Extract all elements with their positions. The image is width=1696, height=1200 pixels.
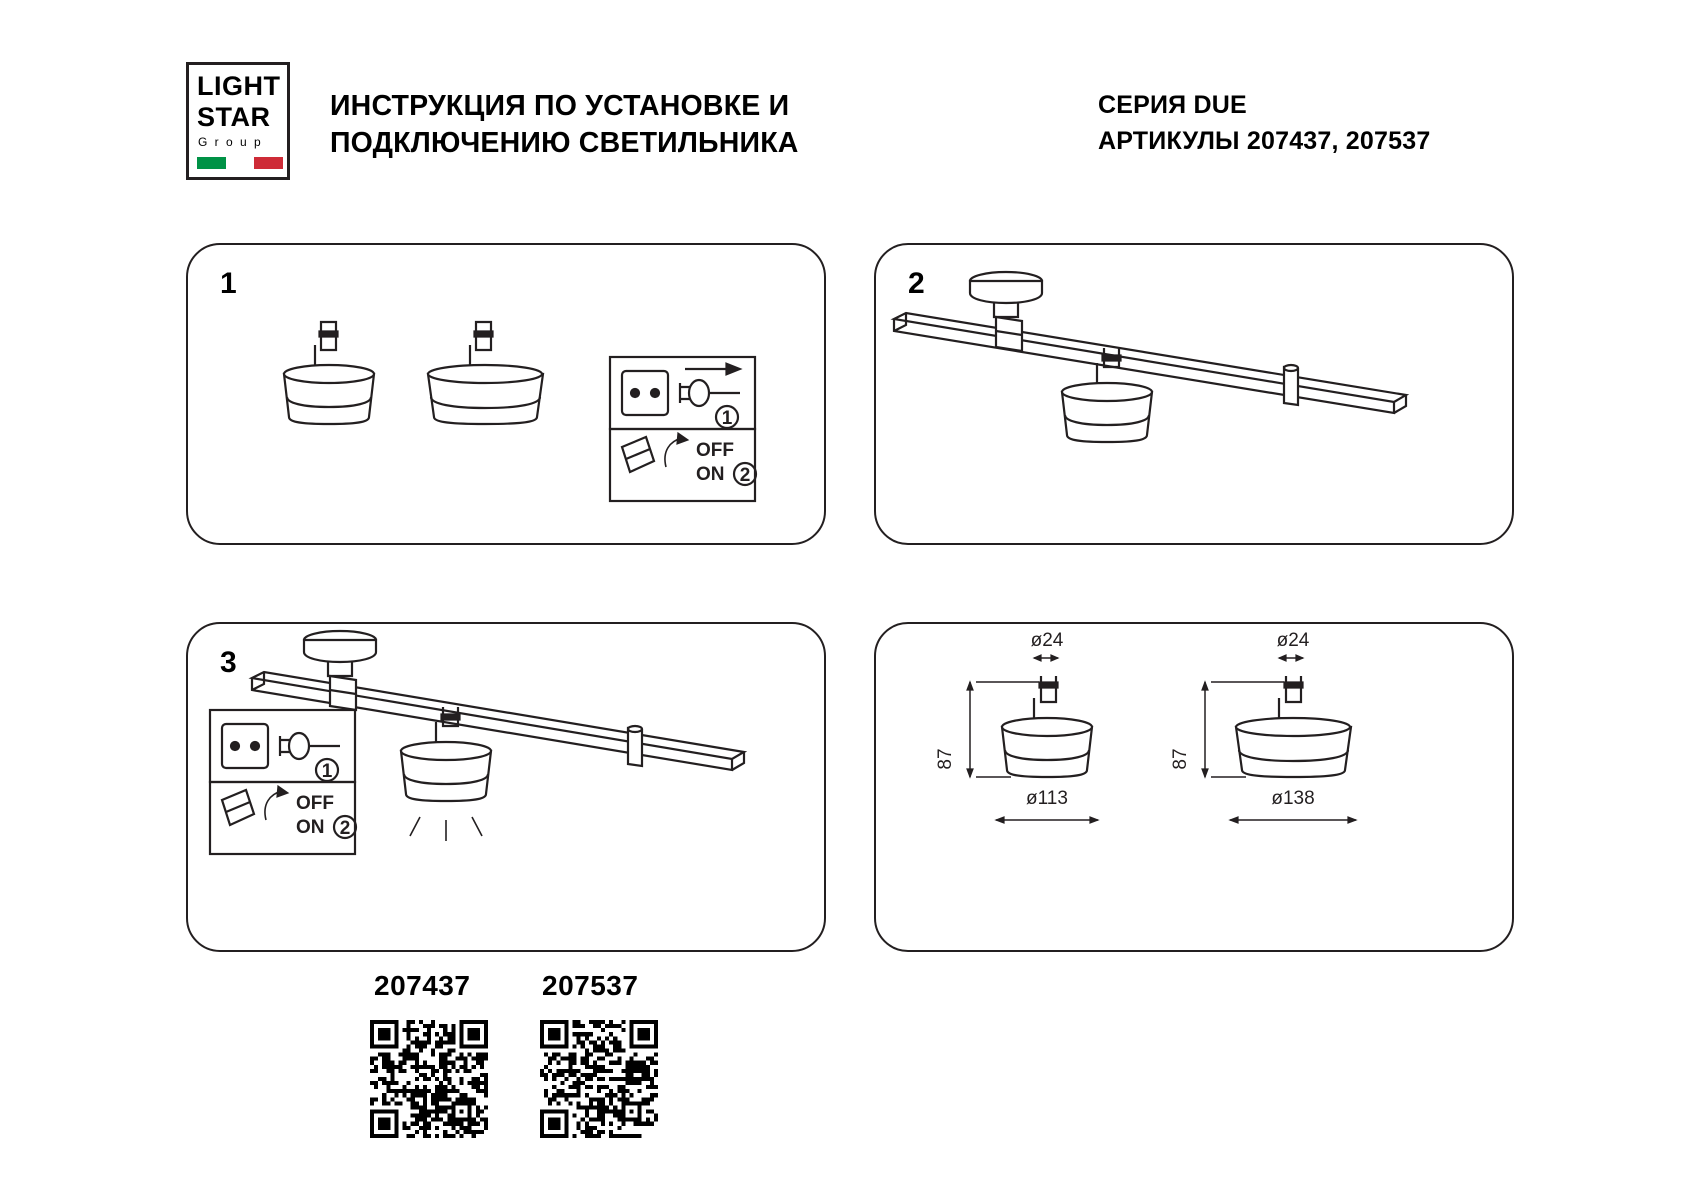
italian-flag-icon [197, 157, 283, 169]
on-label: ON [296, 817, 325, 838]
dimensions-panel [874, 622, 1514, 952]
switch-icon-box [210, 782, 356, 854]
qr-code-207437 [370, 1020, 488, 1138]
model-a-drawing [935, 630, 1098, 823]
series-articles: АРТИКУЛЫ 207437, 207537 [1098, 126, 1431, 155]
socket-plug-icon-box [610, 357, 755, 429]
step-2-number: 2 [908, 267, 925, 300]
socket-badge-number: 1 [721, 408, 733, 429]
switch-badge-number: 2 [339, 818, 351, 839]
qr-label-207437: 207437 [374, 970, 471, 1001]
step-3-illustration [188, 624, 828, 954]
brand-logo [186, 62, 290, 180]
qr-code-207537 [540, 1020, 658, 1138]
logo-line-1: LIGHT [197, 71, 281, 101]
step-1-illustration [188, 245, 828, 547]
step-1-panel [186, 243, 826, 545]
model-a-top-diameter-label: ø24 [1030, 630, 1064, 651]
model-b-shade-diameter-label: ø138 [1271, 788, 1315, 809]
logo-line-2: STAR [197, 102, 271, 132]
series-info [1098, 88, 1518, 159]
off-label: OFF [296, 793, 334, 814]
socket-plug-icon-box [210, 710, 355, 782]
socket-badge-number: 1 [321, 761, 333, 782]
switch-icon-box [610, 429, 756, 501]
step-2-panel [874, 243, 1514, 545]
page-title: ИНСТРУКЦИЯ ПО УСТАНОВКЕ И ПОДКЛЮЧЕНИЮ СВЕТИЛЬНИКА [330, 90, 799, 160]
model-b-drawing [1170, 630, 1356, 823]
series-name: СЕРИЯ DUE [1098, 91, 1247, 119]
step-2-illustration [876, 245, 1516, 547]
model-b-top-diameter-label: ø24 [1276, 630, 1310, 651]
logo-line-3: G r o u p [198, 135, 263, 149]
step-3-number: 3 [220, 646, 237, 679]
lamp-unit-small [284, 322, 374, 424]
dimensions-illustration [876, 624, 1516, 954]
on-label: ON [696, 464, 725, 485]
switch-badge-number: 2 [739, 465, 751, 486]
qr-label-207537: 207537 [542, 970, 639, 1001]
model-a-shade-diameter-label: ø113 [1026, 788, 1068, 809]
step-3-panel [186, 622, 826, 952]
model-b-height-label: 87 [1170, 748, 1191, 770]
off-label: OFF [696, 440, 734, 461]
model-a-height-label: 87 [935, 748, 956, 770]
step-1-number: 1 [220, 267, 237, 300]
lamp-unit-large [428, 322, 543, 424]
